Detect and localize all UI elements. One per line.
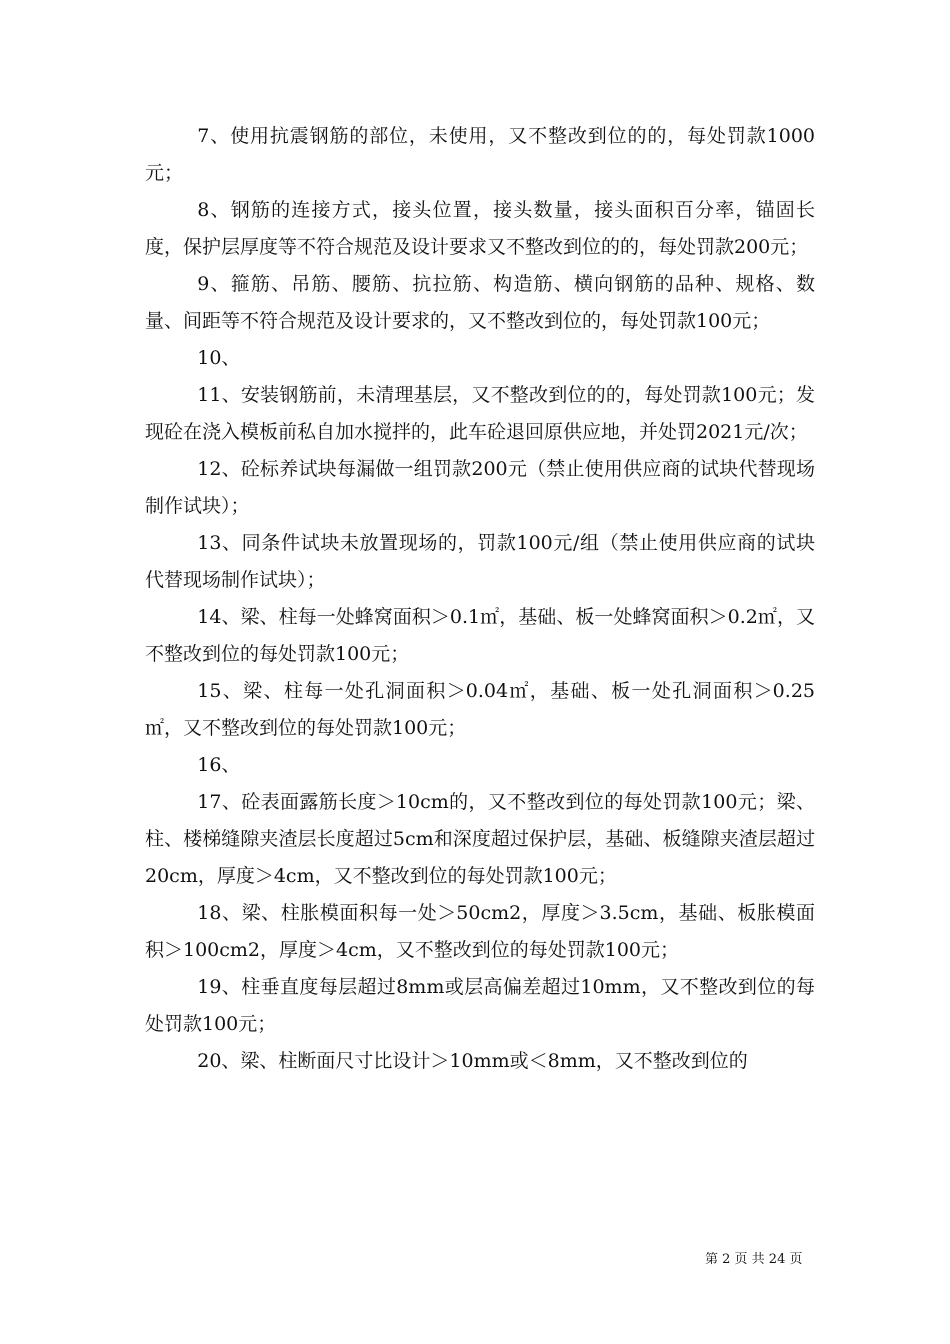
- page-number-footer: 第 2 页 共 24 页: [705, 1252, 803, 1267]
- paragraph-12: 12、砼标养试块每漏做一组罚款200元（禁止使用供应商的试块代替现场制作试块）；: [145, 458, 815, 517]
- paragraph-10: 10、: [197, 347, 241, 369]
- paragraph-7: 7、使用抗震钢筋的部位，未使用，又不整改到位的的，每处罚款1000元；: [145, 125, 815, 184]
- paragraph-13: 13、同条件试块未放置现场的，罚款100元/组（禁止使用供应商的试块代替现场制作试块）；: [145, 532, 815, 591]
- paragraph-8: 8、钢筋的连接方式，接头位置，接头数量，接头面积百分率，锚固长度，保护层厚度等不符合规范及设计要求又不整改到位的的，每处罚款200元；: [145, 199, 815, 258]
- paragraph-15: 15、梁、柱每一处孔洞面积＞0.04㎡，基础、板一处孔洞面积＞0.25㎡，又不整改到位的每处罚款100元；: [145, 680, 815, 739]
- paragraph-9: 9、箍筋、吊筋、腰筋、抗拉筋、构造筋、横向钢筋的品种、规格、数量、间距等不符合规范及设计要求的，又不整改到位的，每处罚款100元；: [145, 273, 815, 332]
- paragraph-14: 14、梁、柱每一处蜂窝面积＞0.1㎡，基础、板一处蜂窝面积＞0.2㎡，又不整改到位的每处罚款100元；: [145, 606, 815, 665]
- document-body: [145, 118, 815, 1080]
- paragraph-16: 16、: [197, 754, 241, 776]
- paragraph-18: 18、梁、柱胀模面积每一处＞50cm2，厚度＞3.5cm，基础、板胀模面积＞100cm2，厚度＞4cm，又不整改到位的每处罚款100元；: [145, 902, 815, 961]
- paragraph-20: 20、梁、柱断面尺寸比设计＞10mm或＜8mm，又不整改到位的: [197, 1050, 748, 1072]
- paragraph-19: 19、柱垂直度每层超过8mm或层高偏差超过10mm，又不整改到位的每处罚款100元；: [145, 976, 815, 1035]
- paragraph-17: 17、砼表面露筋长度＞10cm的，又不整改到位的每处罚款100元；梁、柱、楼梯缝隙夹渣层长度超过5cm和深度超过保护层，基础、板缝隙夹渣层超过20cm，厚度＞4cm，又不整改到位的每处罚款100元；: [145, 791, 815, 887]
- paragraph-11: 11、安装钢筋前，未清理基层，又不整改到位的的，每处罚款100元；发现砼在浇入模板前私自加水搅拌的，此车砼退回原供应地，并处罚2021元/次；: [145, 384, 815, 443]
